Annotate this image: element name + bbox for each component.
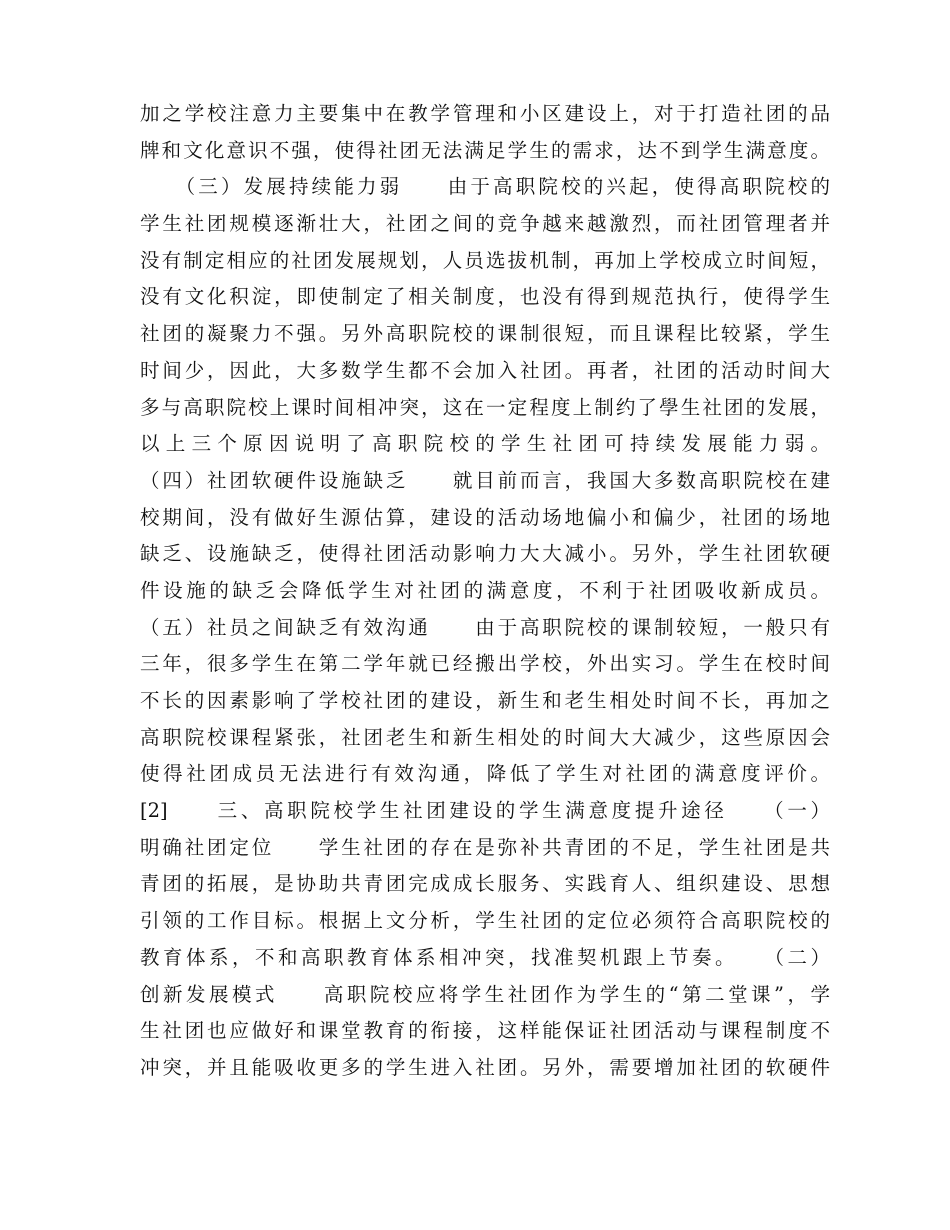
text-line: 学生社团规模逐渐壮大，社团之间的竞争越来越激烈，而社团管理者并: [140, 212, 830, 236]
text-line: 以上三个原因说明了高职院校的学生社团可持续发展能力弱。: [140, 432, 830, 456]
text-line: 时间少，因此，大多数学生都不会加入社团。再者，社团的活动时间大: [140, 358, 830, 382]
text-line: 创新发展模式 高职院校应将学生社团作为学生的“第二堂课”，学: [140, 982, 830, 1006]
text-line: 明确社团定位 学生社团的存在是弥补共青团的不足，学生社团是共: [140, 835, 830, 859]
text-line: 使得社团成员无法进行有效沟通，降低了学生对社团的满意度评价。: [140, 762, 830, 786]
text-line: 生社团也应做好和课堂教育的衔接，这样能保证社团活动与课程制度不: [140, 1019, 830, 1043]
text-line: （五）社员之间缺乏有效沟通 由于高职院校的课制较短，一般只有: [140, 615, 830, 639]
text-line: 加之学校注意力主要集中在教学管理和小区建设上，对于打造社团的品: [140, 102, 830, 125]
text-line: 牌和文化意识不强，使得社团无法满足学生的需求，达不到学生满意度。: [140, 138, 830, 162]
text-line: （三）发展持续能力弱 由于高职院校的兴起，使得高职院校的: [140, 175, 830, 199]
text-line: 社团的凝聚力不强。另外高职院校的课制很短，而且课程比较紧，学生: [140, 322, 830, 346]
text-line: 没有制定相应的社团发展规划，人员选拔机制，再加上学校成立时间短，: [140, 248, 830, 272]
text-line: 件设施的缺乏会降低学生对社团的满意度，不利于社团吸收新成员。: [140, 578, 830, 602]
text-line: 教育体系，不和高职教育体系相冲突，找准契机跟上节奏。 （二）: [140, 945, 830, 969]
text-line: 不长的因素影响了学校社团的建设，新生和老生相处时间不长，再加之: [140, 689, 830, 712]
text-line: 没有文化积淀，即使制定了相关制度，也没有得到规范执行，使得学生: [140, 285, 830, 309]
text-line: 多与高职院校上课时间相冲突，这在一定程度上制约了學生社团的发展，: [140, 395, 830, 419]
text-line: 三年，很多学生在第二学年就已经搬出学校，外出实习。学生在校时间: [140, 652, 830, 676]
text-line: （四）社团软硬件设施缺乏 就目前而言，我国大多数高职院校在建: [140, 468, 830, 492]
text-line: 缺乏、设施缺乏，使得社团活动影响力大大减小。另外，学生社团软硬: [140, 542, 830, 566]
text-line: 冲突，并且能吸收更多的学生进入社团。另外，需要增加社团的软硬件: [140, 1055, 830, 1079]
document-page: [140, 96, 830, 1087]
text-line: 引领的工作目标。根据上文分析，学生社团的定位必须符合高职院校的: [140, 909, 830, 933]
text-line: [2] 三、高职院校学生社团建设的学生满意度提升途径 （一）: [140, 799, 830, 823]
text-line: 校期间，没有做好生源估算，建设的活动场地偏小和偏少，社团的场地: [140, 505, 830, 529]
text-line: 高职院校课程紧张，社团老生和新生相处的时间大大减少，这些原因会: [140, 725, 830, 749]
text-line: 青团的拓展，是协助共青团完成成长服务、实践育人、组织建设、思想: [140, 872, 830, 896]
